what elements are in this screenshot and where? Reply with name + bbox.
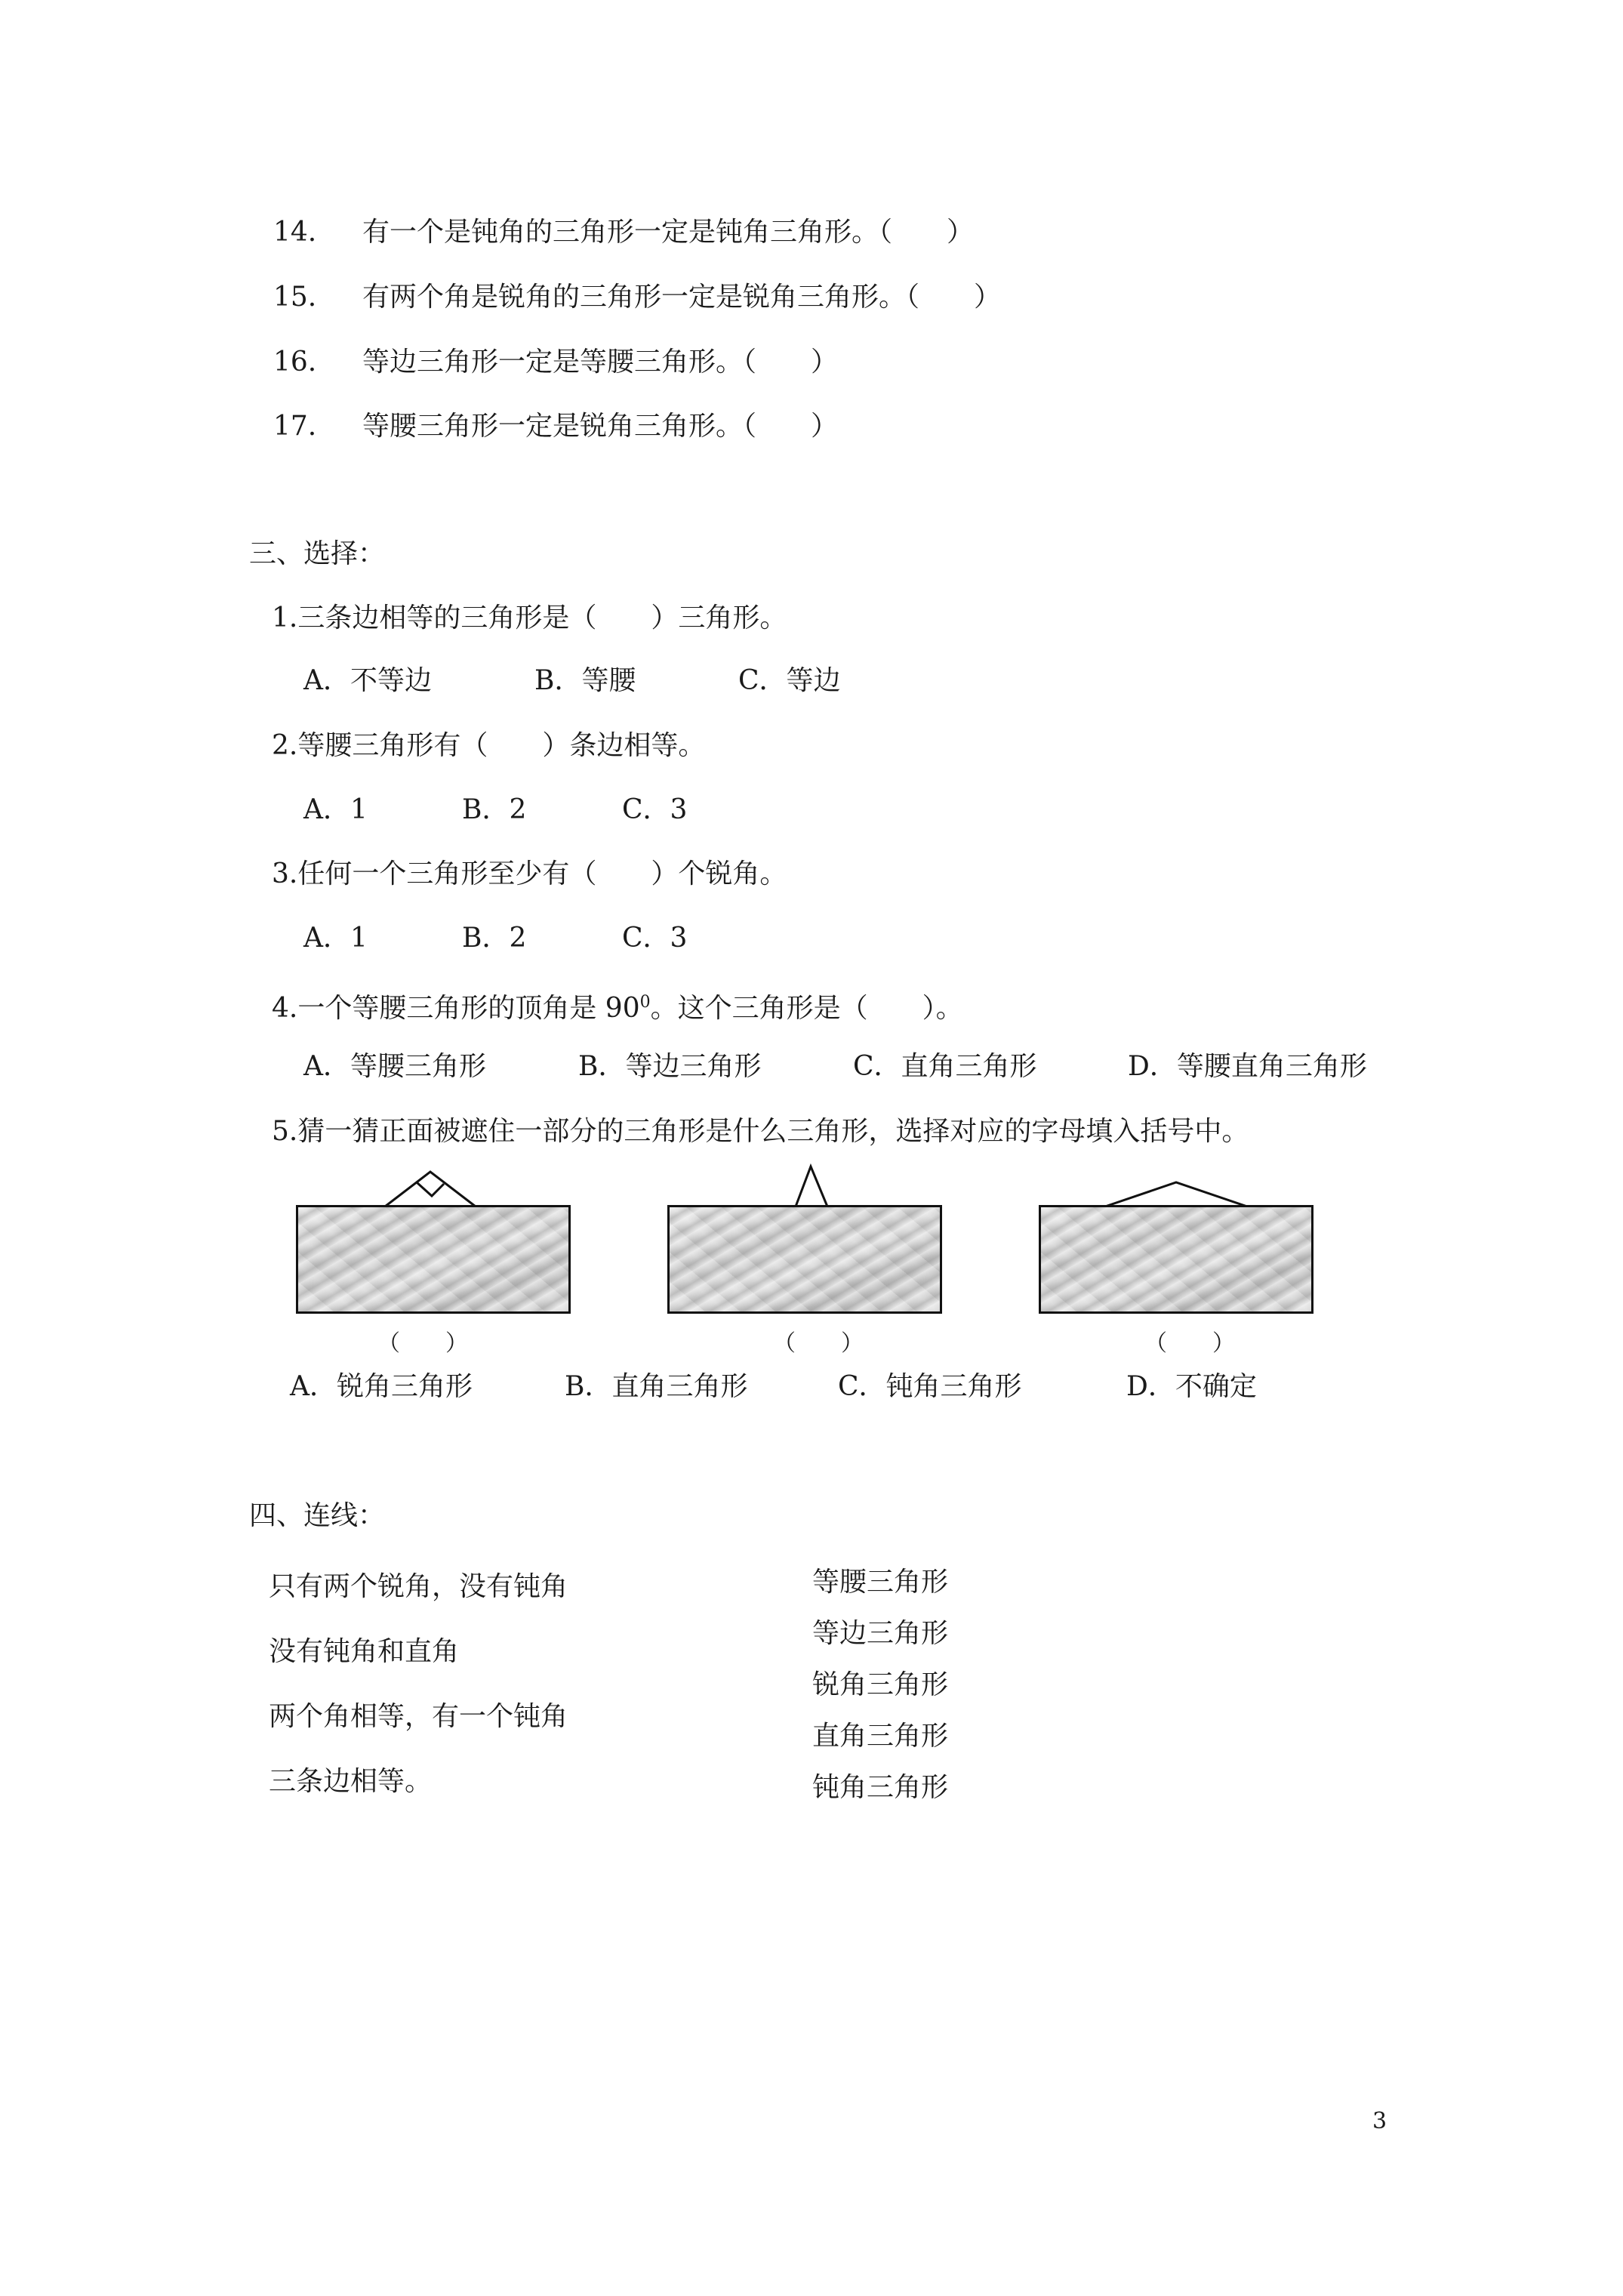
match-right-2: 等边三角形 [812, 1618, 949, 1649]
marble-cover [1039, 1205, 1313, 1314]
figure-obtuse-triangle [1039, 1163, 1318, 1314]
match-right-4: 直角三角形 [812, 1721, 949, 1752]
item-16-number: 16. [273, 347, 317, 378]
question-5: 5.猜一猜正面被遮住一部分的三角形是什么三角形，选择对应的字母填入括号中。 [272, 1116, 1249, 1147]
match-right-5: 钝角三角形 [812, 1772, 949, 1803]
match-left-4: 三条边相等。 [269, 1766, 433, 1797]
match-right-1: 等腰三角形 [812, 1567, 949, 1598]
match-right-3: 锐角三角形 [812, 1669, 949, 1700]
figure-3-blank[interactable]: （ ） [1144, 1330, 1235, 1357]
match-left-1: 只有两个锐角，没有钝角 [269, 1571, 568, 1602]
q5-option-c: C．钝角三角形 [838, 1371, 1022, 1402]
match-left-2: 没有钝角和直角 [269, 1636, 460, 1667]
question-1: 1.三条边相等的三角形是（ ）三角形。 [272, 603, 787, 633]
figure-2-blank[interactable]: （ ） [773, 1330, 864, 1357]
item-16-text: 等边三角形一定是等腰三角形。（ ） [362, 347, 839, 378]
q2-option-a: A．1 [303, 794, 368, 825]
marble-cover [296, 1205, 571, 1314]
question-4-text: 4.一个等腰三角形的顶角是 90 [272, 993, 640, 1024]
item-17-text: 等腰三角形一定是锐角三角形。（ ） [362, 411, 839, 442]
item-14-number: 14. [273, 217, 317, 248]
section-4-title: 四、连线： [249, 1500, 386, 1531]
q5-option-a: A．锐角三角形 [290, 1371, 473, 1402]
q4-option-b: B．等边三角形 [578, 1051, 762, 1082]
marble-cover [667, 1205, 942, 1314]
degree-superscript: 0 [639, 993, 651, 1012]
q4-option-c: C．直角三角形 [853, 1051, 1037, 1082]
acute-triangle-top-icon [667, 1163, 947, 1208]
obtuse-triangle-top-icon [1039, 1163, 1318, 1208]
q3-option-c: C．3 [622, 923, 688, 954]
question-4 [272, 986, 963, 1025]
q2-option-b: B．2 [462, 794, 527, 825]
page-number: 3 [1372, 2108, 1387, 2134]
figure-1-blank[interactable]: （ ） [377, 1330, 468, 1357]
q5-option-d: D．不确定 [1126, 1371, 1257, 1402]
q1-option-b: B．等腰 [534, 665, 636, 696]
q1-option-a: A．不等边 [303, 665, 432, 696]
question-2: 2.等腰三角形有（ ）条边相等。 [272, 730, 706, 761]
q3-option-b: B．2 [462, 923, 527, 954]
item-14-text: 有一个是钝角的三角形一定是钝角三角形。（ ） [362, 217, 975, 248]
q3-option-a: A．1 [303, 923, 368, 954]
right-triangle-top-icon [296, 1163, 575, 1208]
item-15-text: 有两个角是锐角的三角形一定是锐角三角形。（ ） [362, 282, 1002, 313]
q5-option-b: B．直角三角形 [565, 1371, 748, 1402]
question-4-text-end: 。这个三角形是（ ）。 [650, 993, 963, 1024]
figure-acute-triangle [667, 1163, 947, 1314]
q1-option-c: C．等边 [738, 665, 841, 696]
item-15-number: 15. [273, 282, 317, 313]
q4-option-d: D．等腰直角三角形 [1128, 1051, 1367, 1082]
section-3-title: 三、选择： [249, 538, 386, 569]
question-3: 3.任何一个三角形至少有（ ）个锐角。 [272, 858, 787, 889]
figure-right-triangle [296, 1163, 575, 1314]
match-left-3: 两个角相等，有一个钝角 [269, 1701, 568, 1732]
q2-option-c: C．3 [622, 794, 688, 825]
item-17-number: 17. [273, 411, 317, 442]
q4-option-a: A．等腰三角形 [303, 1051, 486, 1082]
